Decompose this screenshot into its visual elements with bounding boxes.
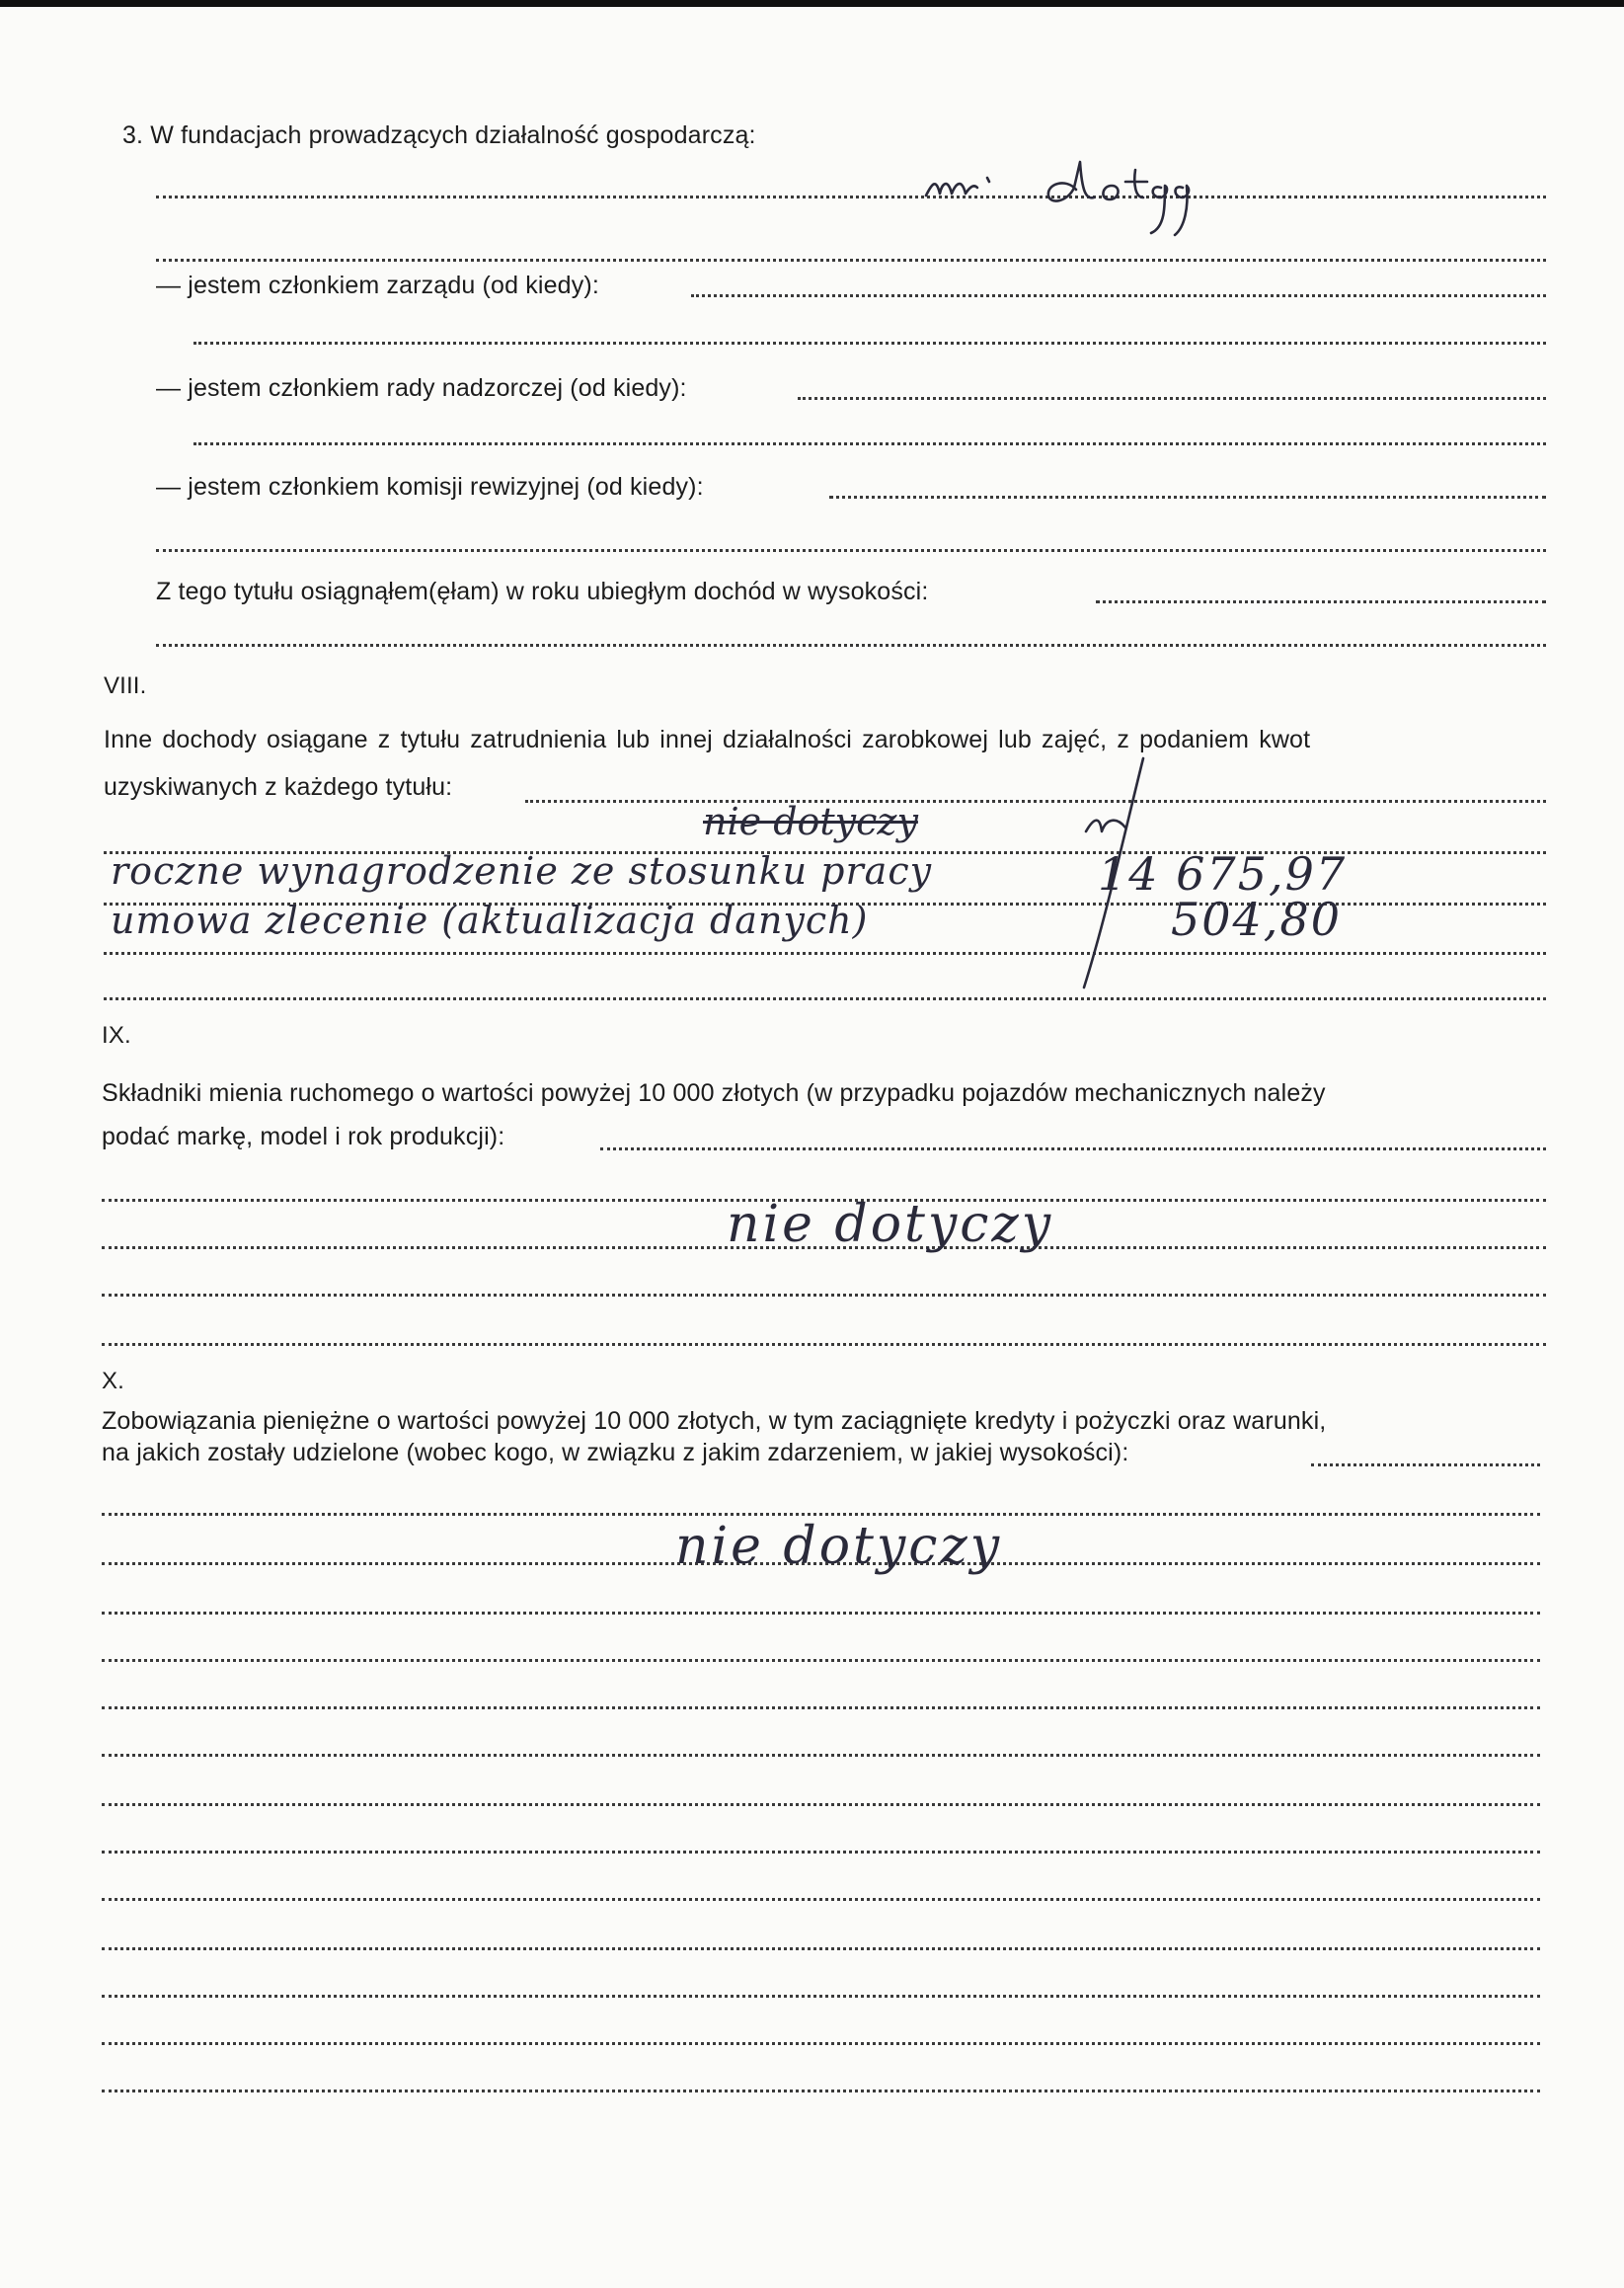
handwritten-struck-nie-dotyczy: nie dotyczy xyxy=(703,800,918,843)
answer-line xyxy=(829,496,1546,499)
answer-line xyxy=(102,1343,1546,1346)
handwritten-amount-1: 14 675,97 xyxy=(1098,847,1348,901)
handwritten-amount-2: 504,80 xyxy=(1171,893,1342,946)
answer-line xyxy=(102,1803,1540,1806)
section-9-text: podać markę, model i rok produkcji): xyxy=(102,1123,505,1150)
answer-line xyxy=(193,342,1546,345)
handwritten-income-line2: umowa zlecenie (aktualizacja danych) xyxy=(111,899,869,942)
answer-line xyxy=(156,259,1546,262)
answer-line xyxy=(102,1612,1540,1615)
section-10-text: na jakich zostały udzielone (wobec kogo, w związku z jakim zdarzeniem, w jakiej wysokości): xyxy=(102,1439,1129,1466)
answer-line xyxy=(156,196,1546,198)
section-10-text: Zobowiązania pieniężne o wartości powyżej 10 000 złotych, w tym zaciągnięte kredyty i pożyczki oraz warunki, xyxy=(102,1407,1327,1435)
answer-line xyxy=(102,2042,1540,2045)
answer-line xyxy=(104,997,1546,1000)
section-3-item-supervisory: — jestem członkiem rady nadzorczej (od kiedy): xyxy=(156,374,687,402)
answer-line xyxy=(525,800,1546,803)
answer-line xyxy=(1311,1463,1540,1466)
answer-line xyxy=(104,952,1546,955)
section-10-number: X. xyxy=(102,1368,124,1394)
answer-line xyxy=(193,442,1546,445)
handwritten-nie-dotyczy-section9: nie dotyczy xyxy=(727,1195,1054,1254)
answer-line xyxy=(798,397,1546,400)
answer-line xyxy=(102,1294,1546,1297)
answer-line xyxy=(102,1513,1540,1516)
handwritten-income-line1: roczne wynagrodzenie ze stosunku pracy xyxy=(111,849,933,893)
answer-line xyxy=(102,1947,1540,1950)
section-8-text: uzyskiwanych z każdego tytułu: xyxy=(104,773,453,801)
section-9-text: Składniki mienia ruchomego o wartości powyżej 10 000 złotych (w przypadku pojazdów mechanicznych należy xyxy=(102,1079,1326,1107)
handwritten-nie-dotyczy-section10: nie dotyczy xyxy=(675,1517,1003,1576)
handwritten-nie-dotyczy-section3 xyxy=(918,148,1234,237)
answer-line xyxy=(102,1995,1540,1998)
answer-line xyxy=(156,644,1546,647)
answer-line xyxy=(102,1659,1540,1662)
answer-line xyxy=(102,2090,1540,2092)
section-3-item-board: — jestem członkiem zarządu (od kiedy): xyxy=(156,272,599,299)
answer-line xyxy=(102,1754,1540,1757)
section-3-title: 3. W fundacjach prowadzących działalność gospodarczą: xyxy=(122,121,756,149)
answer-line xyxy=(691,294,1546,297)
section-3-income: Z tego tytułu osiągnąłem(ęłam) w roku ubiegłym dochód w wysokości: xyxy=(156,578,929,605)
answer-line xyxy=(102,1706,1540,1709)
section-9-number: IX. xyxy=(102,1022,131,1049)
answer-line xyxy=(1096,600,1546,603)
section-3-item-audit: — jestem członkiem komisji rewizyjnej (od kiedy): xyxy=(156,473,704,501)
answer-line xyxy=(600,1147,1546,1150)
answer-line xyxy=(156,549,1546,552)
section-8-text: Inne dochody osiągane z tytułu zatrudnienia lub innej działalności zarobkowej lub zajęć, z podaniem kwot xyxy=(104,726,1311,753)
answer-line xyxy=(102,1851,1540,1854)
scan-top-edge xyxy=(0,0,1624,7)
section-8-number: VIII. xyxy=(104,672,147,699)
answer-line xyxy=(102,1898,1540,1901)
